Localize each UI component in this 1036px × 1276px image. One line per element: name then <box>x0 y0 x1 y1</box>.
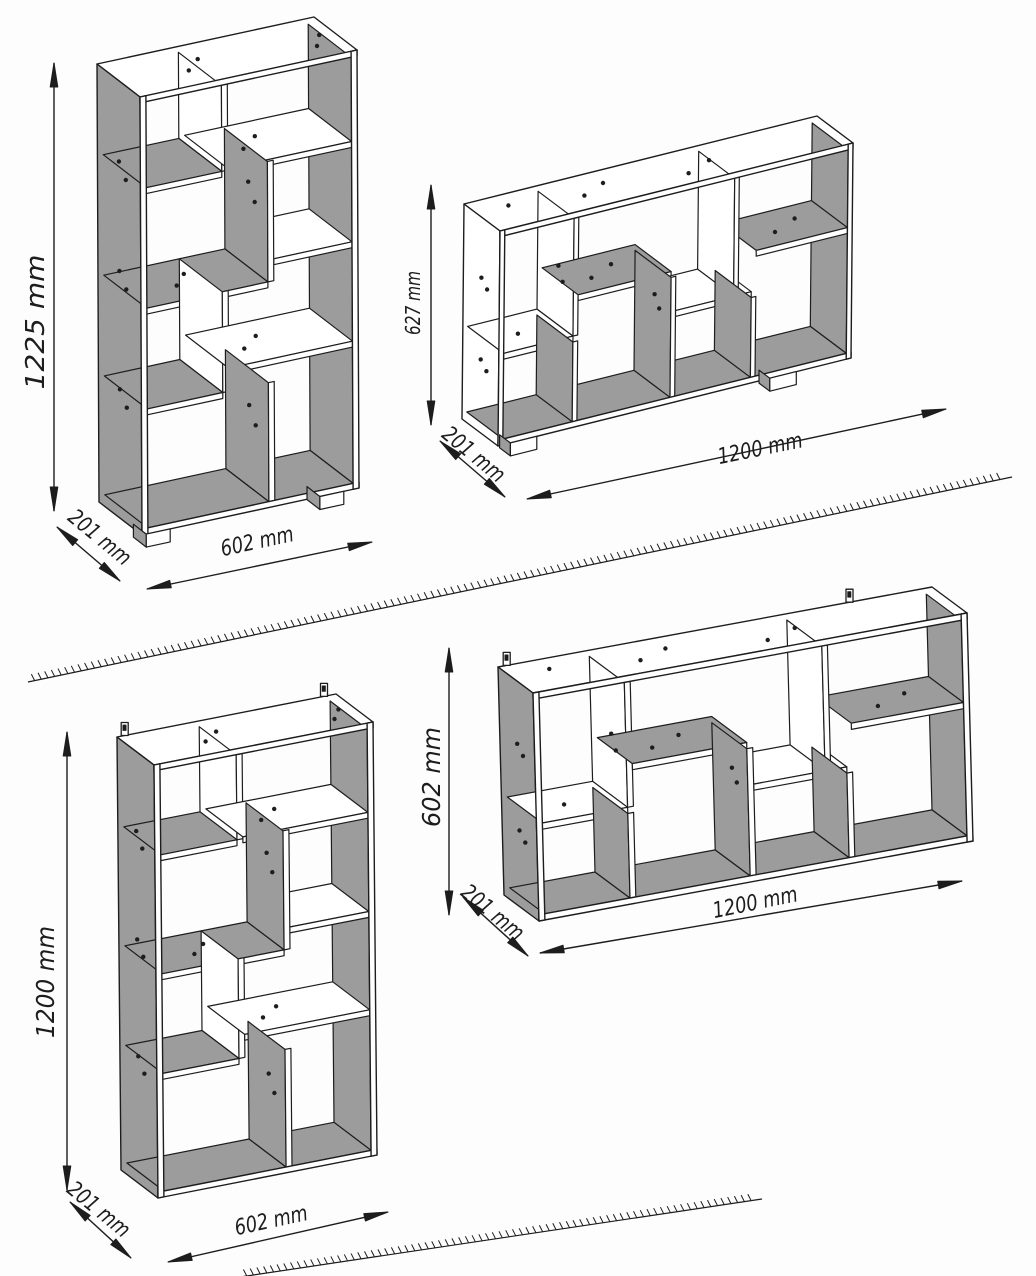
divider-front-edge <box>267 160 273 282</box>
screw-hole-dot <box>521 754 525 758</box>
divider-front-edge <box>734 177 740 296</box>
screw-hole-dot <box>485 287 489 291</box>
screw-hole-dot <box>317 33 321 37</box>
dimension-label-depth: 201 mm <box>436 421 524 500</box>
screw-hole-dot <box>182 272 186 276</box>
screw-hole-dot <box>686 171 690 175</box>
screw-hole-dot <box>117 269 121 273</box>
right-panel-front-edge <box>846 143 853 359</box>
screw-hole-dot <box>609 732 613 736</box>
screw-hole-dot <box>124 178 128 182</box>
left-panel-outer-face <box>117 737 158 1198</box>
screw-hole-dot <box>506 203 510 207</box>
screw-hole-dot <box>315 44 319 48</box>
screw-hole-dot <box>247 403 251 407</box>
divider-front-edge <box>283 830 290 950</box>
wall-bracket-slot <box>123 725 126 731</box>
screw-hole-dot <box>274 1004 278 1008</box>
screw-hole-dot <box>261 1015 265 1019</box>
screw-hole-dot <box>582 193 586 197</box>
right-panel-inner-face <box>330 701 371 1150</box>
screw-hole-dot <box>614 748 618 752</box>
wall-bracket-slot <box>322 686 325 692</box>
dimension-label-height: 1225 mm <box>21 264 52 390</box>
screw-hole-dot <box>214 729 218 733</box>
screw-hole-dot <box>902 691 906 695</box>
screw-hole-dot <box>730 766 734 770</box>
screw-hole-dot <box>793 626 797 630</box>
screw-hole-dot <box>187 68 191 72</box>
screw-hole-dot <box>136 1054 140 1058</box>
screw-hole-dot <box>766 638 770 642</box>
screw-hole-dot <box>141 955 145 959</box>
left-panel-front-edge <box>498 230 505 446</box>
screw-hole-dot <box>196 57 200 61</box>
screw-hole-dot <box>773 230 777 234</box>
screw-hole-dot <box>657 306 661 310</box>
screw-hole-dot <box>676 733 680 737</box>
dimension-label-width: 1200 mm <box>710 878 820 924</box>
screw-hole-dot <box>134 829 138 833</box>
screw-hole-dot <box>253 134 257 138</box>
dimension-label-depth: 201 mm <box>61 1176 149 1255</box>
dimension-label-height: 627 mm <box>401 251 425 335</box>
screw-hole-dot <box>336 707 340 711</box>
screw-hole-dot <box>562 802 566 806</box>
screw-hole-dot <box>479 276 483 280</box>
screw-hole-dot <box>246 180 250 184</box>
screw-hole-dot <box>272 807 276 811</box>
screw-hole-dot <box>589 276 593 280</box>
screw-hole-dot <box>124 287 128 291</box>
screw-hole-dot <box>707 158 711 162</box>
screw-hole-dot <box>175 283 179 287</box>
screw-hole-dot <box>118 387 122 391</box>
screw-hole-dot <box>125 406 129 410</box>
screw-hole-dot <box>192 952 196 956</box>
dimension-label-depth: 201 mm <box>455 879 543 958</box>
screw-hole-dot <box>609 262 613 266</box>
screw-hole-dot <box>201 942 205 946</box>
screw-hole-dot <box>254 423 258 427</box>
screw-hole-dot <box>876 704 880 708</box>
divider-front-edge <box>268 381 274 501</box>
screw-hole-dot <box>264 851 268 855</box>
screw-hole-dot <box>523 840 527 844</box>
dimension-label-width: 602 mm <box>232 1197 328 1242</box>
dimension-label-depth: 201 mm <box>62 504 150 583</box>
screw-hole-dot <box>516 332 520 336</box>
wall-bracket-slot <box>505 655 508 661</box>
screw-hole-dot <box>254 334 258 338</box>
screw-hole-dot <box>203 739 207 743</box>
divider-front-edge <box>285 1048 292 1167</box>
screw-hole-dot <box>479 357 483 361</box>
screw-hole-dot <box>242 346 246 350</box>
screw-hole-dot <box>601 181 605 185</box>
screw-hole-dot <box>652 292 656 296</box>
screw-hole-dot <box>135 937 139 941</box>
screw-hole-dot <box>142 1072 146 1076</box>
screw-hole-dot <box>241 147 245 151</box>
dimension-label-width: 602 mm <box>218 518 314 563</box>
screw-hole-dot <box>117 159 121 163</box>
screw-hole-dot <box>270 870 274 874</box>
dimension-label-height: 1200 mm <box>30 917 60 1038</box>
screw-hole-dot <box>650 745 654 749</box>
screw-hole-dot <box>140 846 144 850</box>
wall-bracket-slot <box>848 592 851 598</box>
divider-front-edge <box>750 296 755 377</box>
left-panel-front-edge <box>140 96 148 535</box>
screw-hole-dot <box>556 264 560 268</box>
screw-hole-dot <box>638 658 642 662</box>
screw-hole-dot <box>517 828 521 832</box>
screw-hole-dot <box>560 280 564 284</box>
screw-hole-dot <box>792 216 796 220</box>
screw-hole-dot <box>735 780 739 784</box>
screw-hole-dot <box>267 1071 271 1075</box>
divider-front-edge <box>572 341 578 422</box>
screw-hole-dot <box>547 667 551 671</box>
screw-hole-dot <box>272 1091 276 1095</box>
screw-hole-dot <box>253 200 257 204</box>
dimension-label-height: 602 mm <box>416 722 446 827</box>
screw-hole-dot <box>663 646 667 650</box>
screw-hole-dot <box>332 717 336 721</box>
dimension-label-width: 1200 mm <box>715 424 825 470</box>
screw-hole-dot <box>515 742 519 746</box>
right-panel-front-edge <box>351 50 359 489</box>
screw-hole-dot <box>484 369 488 373</box>
screw-hole-dot <box>259 818 263 822</box>
divider-front-edge <box>670 276 676 397</box>
